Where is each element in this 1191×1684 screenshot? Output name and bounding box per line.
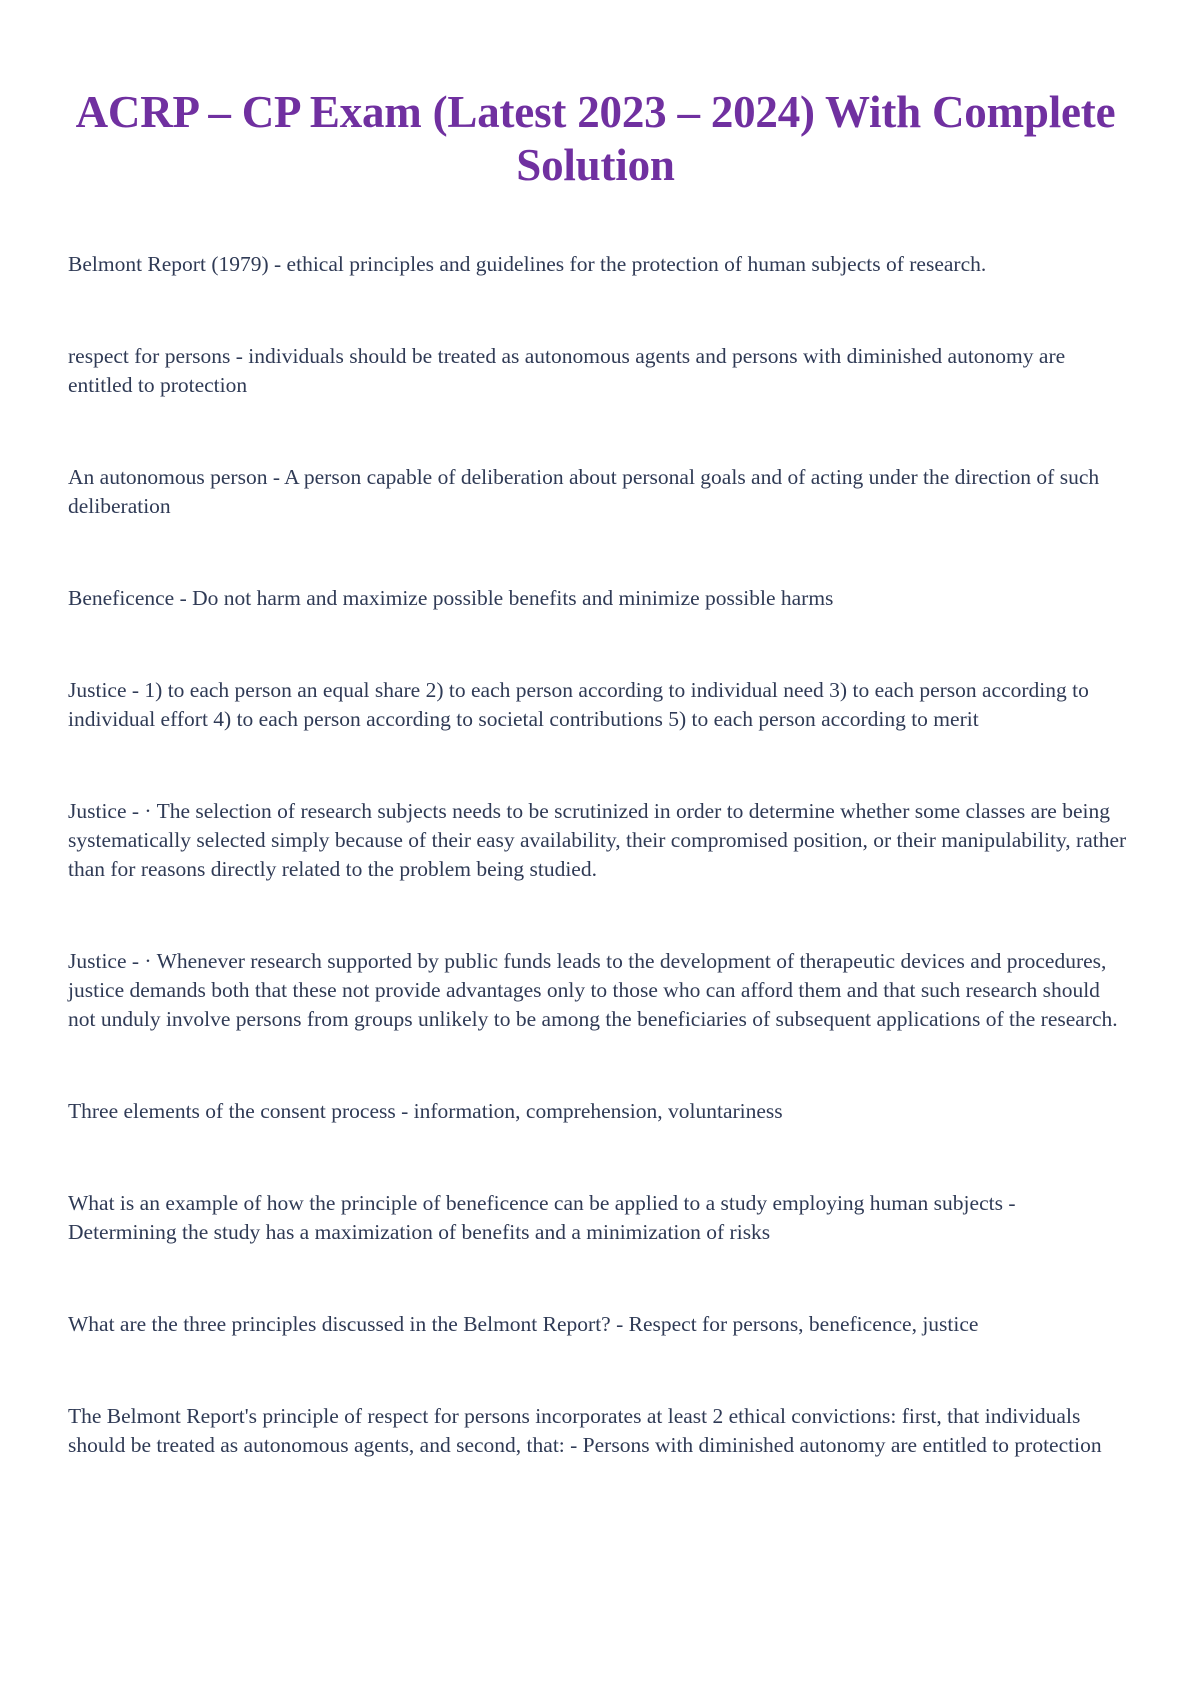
entry-beneficence-example: What is an example of how the principle of beneficence can be applied to a study employing human subjects - Determining the study has a maximization of benefits and a minimization of risks xyxy=(68,1191,1016,1244)
entry-belmont-report: Belmont Report (1979) - ethical principles and guidelines for the protection of human subjects of research. xyxy=(68,252,987,276)
entry-consent-elements: Three elements of the consent process - information, comprehension, voluntariness xyxy=(68,1099,783,1123)
document-title: ACRP – CP Exam (Latest 2023 – 2024) With Complete Solution xyxy=(75,87,1116,190)
entry-three-principles: What are the three principles discussed in the Belmont Report? - Respect for persons, beneficence, justice xyxy=(68,1312,979,1336)
entry-justice-selection: Justice - · The selection of research subjects needs to be scrutinized in order to determine whether some classes are being systematically selected simply because of their easy availability, their compromised position, or their manipulability, rather than for reasons directly related to the problem being studied. xyxy=(68,799,1127,881)
entry-list xyxy=(68,250,1127,1460)
entry-respect-for-persons: respect for persons - individuals should be treated as autonomous agents and persons with diminished autonomy are entitled to protection xyxy=(68,344,1066,397)
entry-autonomous-person: An autonomous person - A person capable of deliberation about personal goals and of acting under the direction of such deliberation xyxy=(68,465,1100,518)
entry-justice-shares: Justice - 1) to each person an equal share 2) to each person according to individual need 3) to each person according to individual effort 4) to each person according to societal contributions 5) to each person according to merit xyxy=(68,678,1089,731)
entry-respect-convictions: The Belmont Report's principle of respect for persons incorporates at least 2 ethical convictions: first, that individuals should be treated as autonomous agents, and second, that: - Persons with diminished autonomy are entitled to protection xyxy=(68,1404,1102,1457)
entry-beneficence: Beneficence - Do not harm and maximize possible benefits and minimize possible harms xyxy=(68,586,834,610)
entry-justice-public-funds: Justice - · Whenever research supported by public funds leads to the development of therapeutic devices and procedures, justice demands both that these not provide advantages only to those who can afford them and that such research should not unduly involve persons from groups unlikely to be among the beneficiaries of subsequent applications of the research. xyxy=(68,949,1118,1031)
